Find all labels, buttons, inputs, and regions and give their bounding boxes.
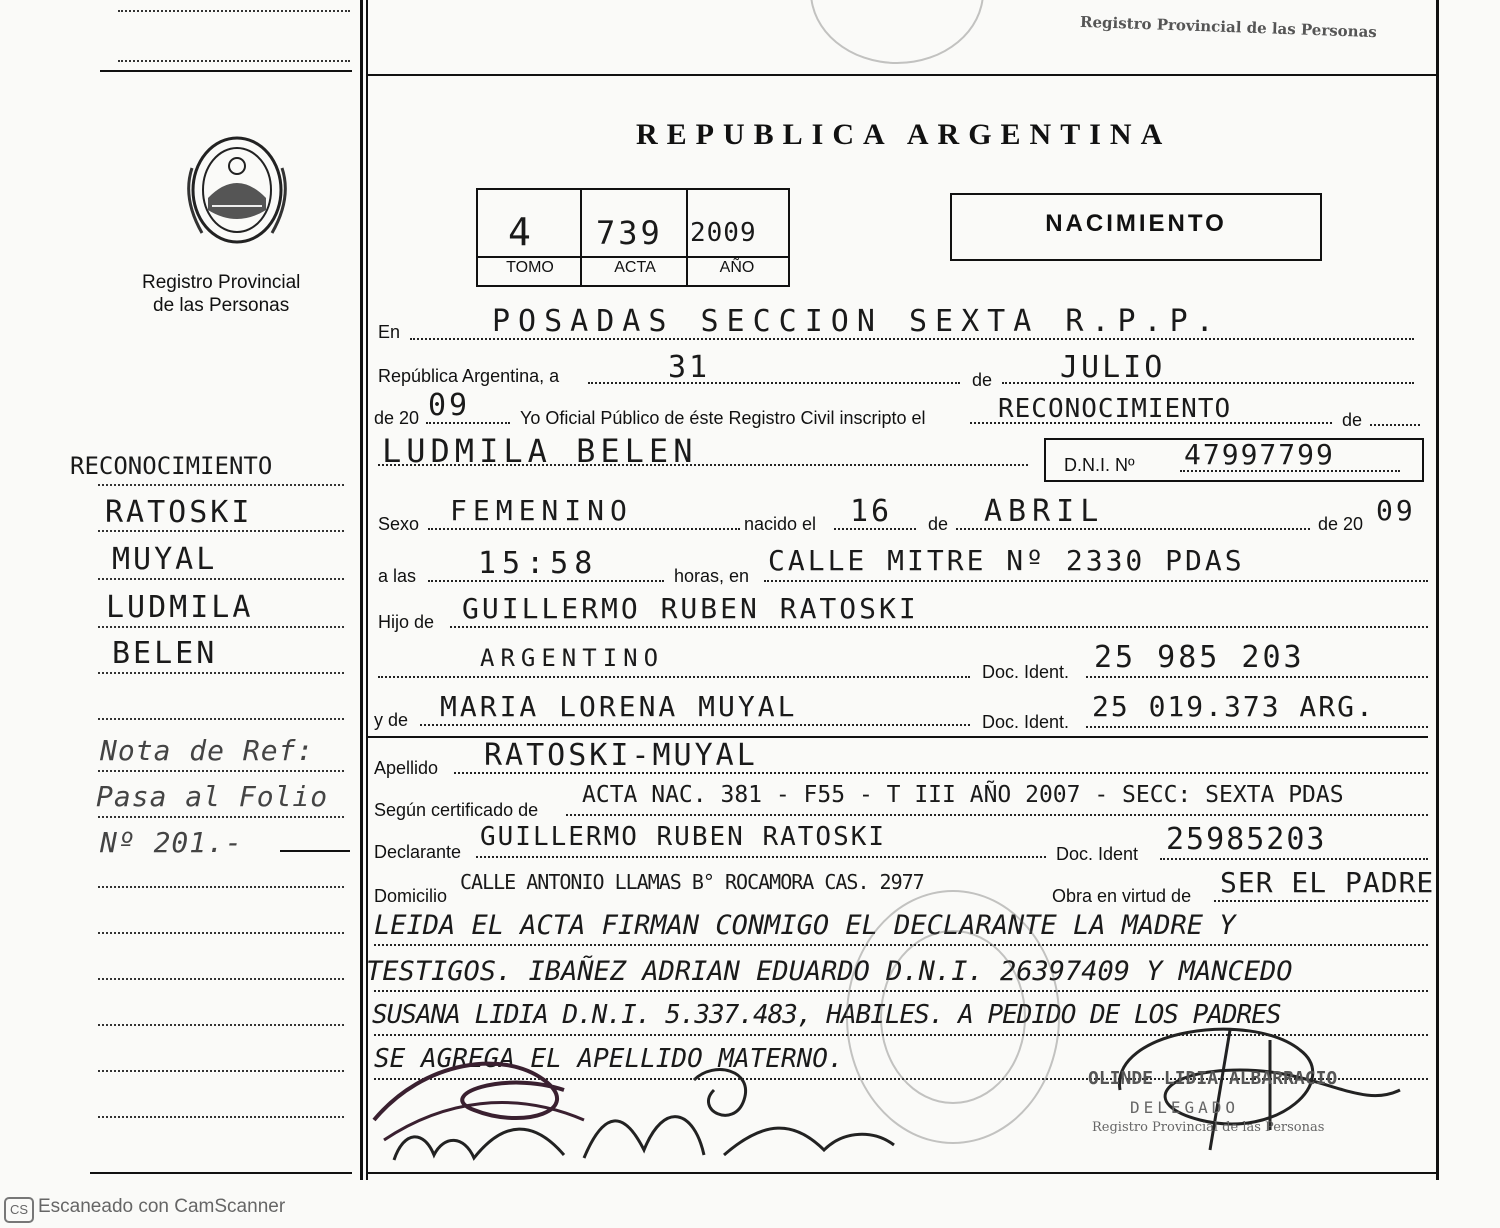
sexo-line [428, 528, 740, 530]
en-label: En [378, 322, 401, 342]
padre-value: GUILLERMO RUBEN RATOSKI [462, 592, 919, 625]
padre-doc: 25 985 203 [1094, 640, 1305, 675]
top-rule [100, 70, 352, 72]
hijo-label: Hijo de [378, 612, 435, 632]
declarante-line [476, 856, 1046, 858]
madre-doc: 25 019.373 ARG. [1092, 690, 1375, 723]
margin-line [98, 718, 344, 720]
domicilio-label: Domicilio [374, 886, 448, 906]
certificado-label: Según certificado de [374, 800, 539, 820]
provincial-crest-icon [172, 128, 302, 253]
margin-line [98, 530, 344, 532]
de20-label: de 20 [374, 408, 420, 428]
de20-label-2: de 20 [1318, 514, 1364, 534]
day-value: 31 [668, 350, 711, 385]
tomo-label: TOMO [506, 259, 554, 276]
padre-doc-line [1086, 676, 1428, 678]
apellido-value: RATOSKI-MUYAL [484, 738, 758, 773]
birth-day-line [834, 528, 916, 530]
year-line [426, 422, 510, 424]
margin-line [98, 1024, 344, 1026]
nombre-value: LUDMILA BELEN [382, 432, 698, 470]
top-seal-stamp [810, 0, 984, 64]
margin-note-line: RATOSKI [105, 495, 253, 530]
birth-day: 16 [850, 494, 893, 529]
de-label-3: de [928, 514, 949, 534]
registry-name-line2: de las Personas [153, 295, 290, 316]
main-left-border [360, 0, 363, 1180]
main-right-border [1436, 0, 1439, 1180]
dni-label: D.N.I. Nº [1064, 455, 1135, 475]
en-value: POSADAS SECCION SEXTA R.P.P. [492, 304, 1222, 339]
obra-value: SER EL PADRE [1220, 866, 1435, 899]
margin-note-line: RECONOCIMIENTO [70, 452, 273, 480]
main-left-border-inner [366, 0, 368, 1180]
margin-line [98, 578, 344, 580]
signature-icon [364, 1040, 904, 1170]
republica-label: República Argentina, a [378, 366, 560, 386]
registry-name-line1: Registro Provincial [142, 272, 301, 293]
margin-line [118, 60, 350, 62]
margin-line [118, 10, 350, 12]
horas-label: horas, en [674, 566, 750, 586]
bottom-rule-left [90, 1172, 352, 1174]
margin-note-line: LUDMILA [106, 590, 254, 625]
day-line [588, 382, 960, 384]
declarante-label: Declarante [374, 842, 462, 862]
dni-line [1180, 470, 1400, 472]
margin-note-line: MUYAL [112, 542, 218, 577]
apellido-label: Apellido [374, 758, 439, 778]
record-type: NACIMIENTO [1045, 210, 1227, 237]
doc-ident-label: Doc. Ident. [982, 662, 1070, 682]
margin-ref-note: Pasa al Folio [96, 780, 329, 813]
obra-label: Obra en virtud de [1052, 886, 1192, 906]
sexo-value: FEMENINO [450, 494, 633, 527]
padre-nac-line [378, 676, 970, 678]
official-stamp-registry: Registro Provincial de las Personas [1092, 1120, 1325, 1135]
official-stamp-name: OLINDE LIDIA ALBARRACIO [1088, 1068, 1338, 1089]
madre-value: MARIA LORENA MUYAL [440, 690, 798, 723]
certificado-line [566, 814, 1428, 816]
margin-line [98, 886, 344, 888]
alas-label: a las [378, 566, 417, 586]
anio-value: 2009 [690, 218, 757, 248]
domicilio-value: CALLE ANTONIO LLAMAS B° ROCAMORA CAS. 2977 [460, 870, 924, 894]
margin-line [98, 1116, 344, 1118]
observation-line: SE AGREGA EL APELLIDO MATERNO. [374, 1044, 844, 1074]
lugar-value: CALLE MITRE Nº 2330 PDAS [768, 544, 1245, 577]
year-value: 09 [428, 388, 471, 423]
birth-month-line [956, 528, 1310, 530]
declarante-value: GUILLERMO RUBEN RATOSKI [480, 822, 887, 852]
madre-doc-line [1086, 726, 1428, 728]
margin-ref-note: Nota de Ref: [100, 734, 315, 767]
certificado-value: ACTA NAC. 381 - F55 - T III AÑO 2007 - SECC: SEXTA PDAS [582, 782, 1344, 808]
margin-line [98, 978, 344, 980]
acta-label: ACTA [614, 259, 656, 276]
doc-ident-label-3: Doc. Ident [1056, 844, 1139, 864]
acta-value: 739 [596, 214, 663, 252]
de-label-2: de [1342, 410, 1363, 430]
main-top-rule [368, 74, 1438, 76]
margin-line [98, 626, 344, 628]
record-id-divider [580, 188, 582, 285]
de-label: de [972, 370, 993, 390]
margin-ref-note: Nº 201.- [100, 826, 243, 859]
record-id-divider [478, 256, 788, 258]
observation-line: LEIDA EL ACTA FIRMAN CONMIGO EL DECLARANTE LA MADRE Y [374, 910, 1236, 941]
padre-line [450, 626, 1428, 628]
declarante-doc: 25985203 [1166, 822, 1327, 857]
hora-value: 15:58 [478, 546, 599, 581]
anio-label: AÑO [719, 259, 755, 276]
country-title: REPUBLICA ARGENTINA [636, 118, 1172, 151]
yde-label: y de [374, 710, 409, 730]
scanner-text: Escaneado con CamScanner [38, 1196, 286, 1217]
madre-line [420, 724, 970, 726]
dni-value: 47997799 [1184, 438, 1335, 471]
birth-year: 09 [1376, 494, 1416, 527]
margin-line [98, 932, 344, 934]
observation-line: SUSANA LIDIA D.N.I. 5.337.483, HABILES. A PEDIDO DE LOS PADRES [372, 1000, 1281, 1030]
padre-nacionalidad: ARGENTINO [480, 644, 665, 672]
margin-note-line: BELEN [112, 636, 218, 671]
apellido-line [454, 772, 1428, 774]
margin-line [98, 770, 344, 772]
declarante-doc-line [1160, 858, 1428, 860]
month-value: JULIO [1060, 350, 1166, 385]
oficial-label: Yo Oficial Público de éste Registro Civil inscripto el [520, 408, 926, 428]
sexo-label: Sexo [378, 514, 420, 534]
margin-ref-underline [280, 850, 350, 852]
hora-line [428, 580, 664, 582]
margin-line [98, 672, 344, 674]
obra-line [1214, 900, 1428, 902]
lugar-line [764, 580, 1428, 582]
scanner-badge: CS [4, 1197, 34, 1223]
acto-value: RECONOCIMIENTO [998, 394, 1232, 424]
main-bottom-rule [368, 1172, 1438, 1174]
official-stamp-title: DELEGADO [1130, 1098, 1240, 1117]
acto-line-tail [1370, 424, 1420, 426]
top-stamp-text: Registro Provincial de las Personas [1079, 12, 1378, 42]
margin-line [98, 816, 344, 818]
observation-line: TESTIGOS. IBAÑEZ ADRIAN EDUARDO D.N.I. 26397409 Y MANCEDO [366, 956, 1293, 987]
doc-ident-label-2: Doc. Ident. [982, 712, 1070, 732]
nombre-line [378, 464, 1028, 466]
birth-month: ABRIL [984, 494, 1105, 529]
tomo-value: 4 [508, 210, 534, 254]
margin-line [98, 1070, 344, 1072]
margin-line [98, 484, 344, 486]
nacido-label: nacido el [744, 514, 817, 534]
